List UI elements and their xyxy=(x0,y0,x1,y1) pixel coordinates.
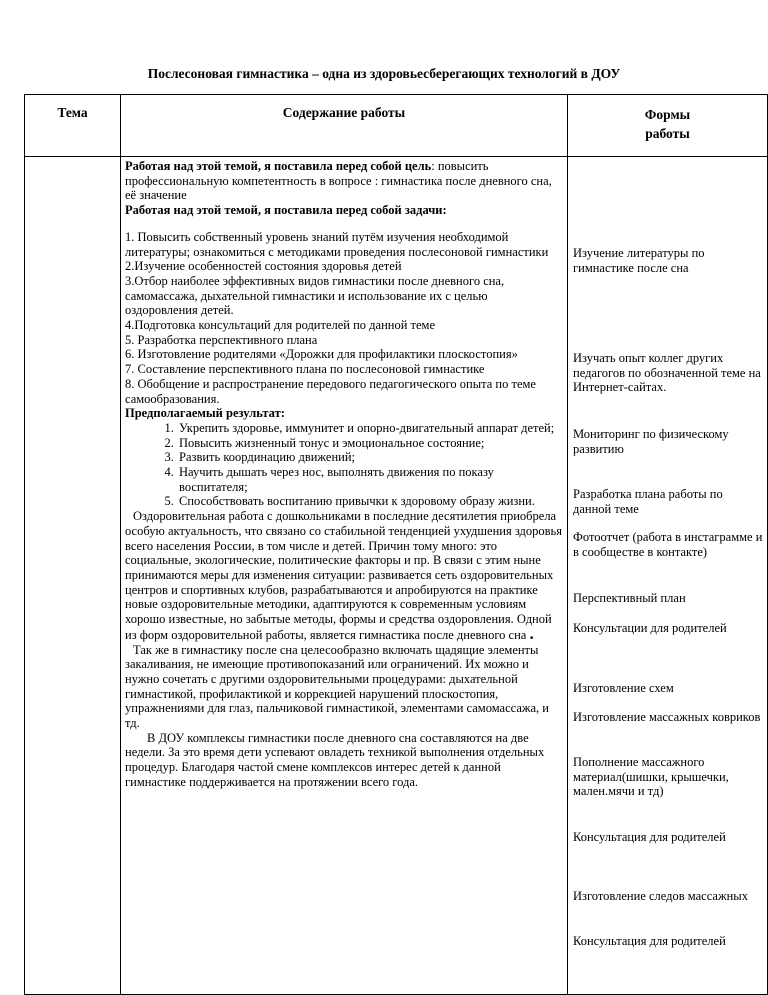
goal-bold: Работая над этой темой, я поставила перед собой цель xyxy=(125,159,432,173)
task-item: 2.Изучение особенностей состояния здоровья детей xyxy=(125,259,402,274)
form-item: Перспективный план xyxy=(573,591,686,605)
form-item: Изучать опыт коллег других педагогов по обозначенной теме на Интернет-сайтах. xyxy=(573,351,761,395)
form-item: Изготовление массажных ковриков xyxy=(573,710,761,724)
form-item: Консультация для родителей xyxy=(573,830,726,844)
form-item: Пополнение массажного материал(шишки, крышечки, мален.мячи и тд) xyxy=(573,755,729,799)
paragraph-2: Так же в гимнастику после сна целесообразно включать щадящие элементы закаливания, не имеющие противопоказаний или ограничений. Их можно и нужно сочетать с другими оздоровительными процедурами: дыхательной гимнастикой, профилактикой и коррекцией нарушений плоскостопия, упражнениями для глаз, пальчиковой гимнастикой, элементами самомассажа, и тд. xyxy=(125,642,549,731)
result-heading: Предполагаемый результат: xyxy=(125,406,285,421)
form-item: Изготовление следов массажных xyxy=(573,889,748,903)
form-item: Фотоотчет (работа в инстаграмме и в сообществе в контакте) xyxy=(573,530,763,559)
tasks-heading: Работая над этой темой, я поставила перед собой задачи: xyxy=(125,203,447,218)
form-item: Изготовление схем xyxy=(573,681,674,695)
form-item: Изучение литературы по гимнастике после сна xyxy=(573,246,705,275)
goal-text: : повысить профессиональную компетентность в вопросе : гимнастика после дневного сна, её значение xyxy=(125,159,552,203)
task-item: 5. Разработка перспективного плана xyxy=(125,332,318,347)
result-item: 5. Способствовать воспитанию привычки к здоровому образу жизни. xyxy=(177,494,563,509)
theme-cell xyxy=(25,157,121,995)
task-item: 8. Обобщение и распространение передового педагогического опыта по теме самообразования. xyxy=(125,376,536,406)
self-education-table xyxy=(24,94,768,995)
form-item: Разработка плана работы по данной теме xyxy=(573,487,723,516)
result-item: 4. Научить дышать через нос, выполнять движения по показу воспитателя; xyxy=(177,465,563,494)
form-item: Мониторинг по физическому развитию xyxy=(573,427,729,456)
task-item: 3.Отбор наиболее эффективных видов гимнастики после дневного сна, самомассажа, дыхательной гимнастики и использование их с целью оздоровления детей. xyxy=(125,273,505,318)
header-forms-line2: работы xyxy=(645,126,690,141)
results-list xyxy=(125,421,563,509)
task-item: 4.Подготовка консультаций для родителей по данной теме xyxy=(125,318,435,333)
result-item: 2. Повысить жизненный тонус и эмоциональное состояние; xyxy=(177,436,563,451)
document-title: Послесоновая гимнастика – одна из здоровьесберегающих технологий в ДОУ xyxy=(147,66,621,81)
paragraph-3: В ДОУ комплексы гимнастики после дневного сна составляются на две недели. За это время дети успевают овладеть техникой выполнения отдельных процедур. Благодаря частой смене комплексов интерес детей к данной гимнастике поддерживается на протяжении всего года. xyxy=(125,730,545,789)
header-content: Содержание работы xyxy=(121,95,568,157)
task-item: 6. Изготовление родителями «Дорожки для профилактики плоскостопия» xyxy=(125,347,518,362)
result-item: 1. Укрепить здоровье, иммунитет и опорно-двигательный аппарат детей; xyxy=(177,421,563,436)
form-item: Консультации для родителей xyxy=(573,621,727,635)
header-theme: Тема xyxy=(25,95,121,157)
task-item: 7. Составление перспективного плана по послесоновой гимнастике xyxy=(125,362,485,377)
paragraph-1-text: Оздоровительная работа с дошкольниками в последние десятилетия приобрела особую актуальность, что связано со стабильной тенденцией ухудшения здоровья всего населения России, в том числе и детей. Причин тому много: это социальные, экологические, политические факторы и пр. В связи с этим ныне принимаются меры для изменения ситуации: развивается сеть оздоровительных центров и спортивных клубов, разрабатываются и апробируются на практике новые оздоровительные методики, адаптируются к современным условиям хорошо известные, но забытые методы, формы и средства оздоровления. Одной из форм оздоровительной работы, является гимнастика после дневного сна xyxy=(125,509,563,642)
task-item: 1. Повысить собственный уровень знаний путём изучения необходимой литературы; ознакомиться с методиками проведения послесоновой гимнастики xyxy=(125,229,549,259)
header-forms-line1: Формы xyxy=(644,107,691,122)
result-item: 3. Развить координацию движений; xyxy=(177,450,563,465)
forms-cell xyxy=(568,157,768,995)
form-item: Консультация для родителей xyxy=(573,934,726,948)
table-body-row xyxy=(25,157,768,995)
content-cell xyxy=(121,157,568,995)
header-forms xyxy=(568,95,768,157)
paragraph-1-end: . xyxy=(529,623,534,643)
table-header-row xyxy=(25,95,768,157)
goal-paragraph xyxy=(125,159,563,203)
paragraph-1 xyxy=(125,509,563,642)
